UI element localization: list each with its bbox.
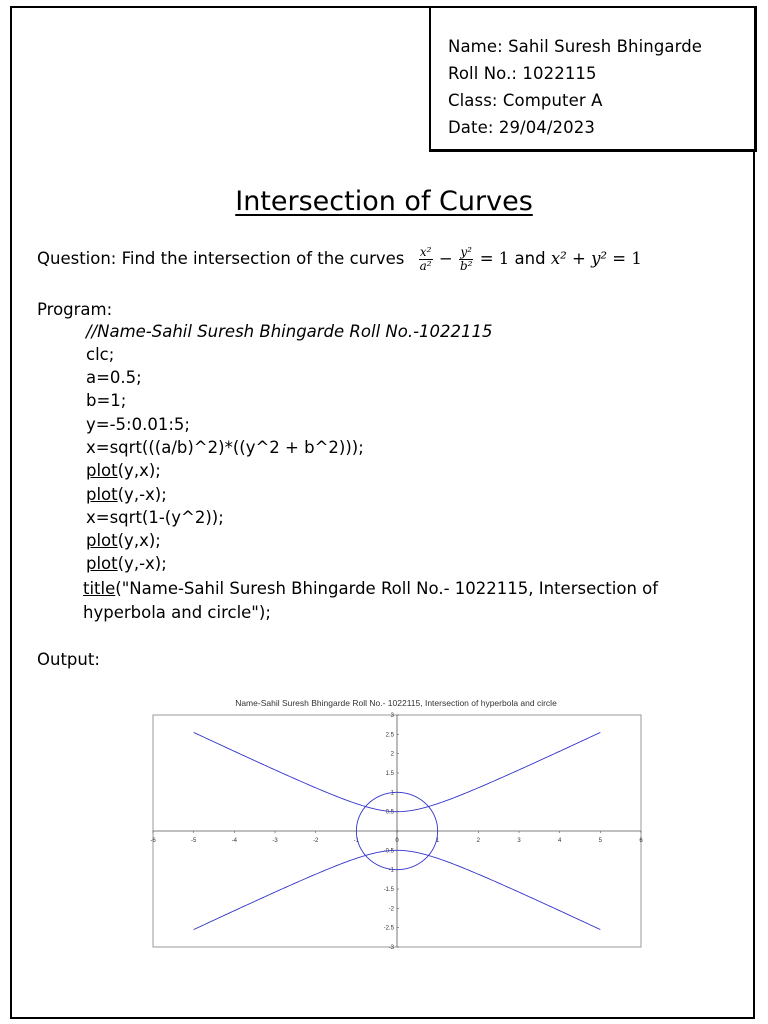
student-name: Name: Sahil Suresh Bhingarde xyxy=(448,37,703,56)
y-tick-label: -2 xyxy=(388,906,394,913)
submission-date: Date: 29/04/2023 xyxy=(448,118,595,137)
page-title: Intersection of Curves xyxy=(235,186,533,217)
y-tick-label: 1 xyxy=(390,790,394,797)
y-tick-label: 0.5 xyxy=(385,809,394,816)
intersection-plot xyxy=(143,692,648,954)
x-tick-label: -6 xyxy=(150,838,156,844)
y-tick-label: -3 xyxy=(388,945,394,951)
x-tick-label: -1 xyxy=(353,838,360,844)
class-name: Class: Computer A xyxy=(448,91,603,110)
x-tick-label: 2 xyxy=(476,838,481,844)
roll-number: Roll No.: 1022115 xyxy=(448,64,597,83)
code-line-y: y=-5:0.01:5; xyxy=(86,415,190,434)
code-line-plot-3: plot(y,x); xyxy=(86,531,161,550)
x-tick-label: 0 xyxy=(395,838,399,844)
code-line-clc: clc; xyxy=(86,345,115,364)
code-line-circle-x: x=sqrt(1-(y^2)); xyxy=(86,508,224,527)
y-tick-label: 1.5 xyxy=(385,771,394,777)
question-text xyxy=(37,246,642,273)
circle-equation: x² + y² = 1 xyxy=(550,249,642,268)
x-tick-label: 4 xyxy=(557,838,562,844)
y-tick-label: -2.5 xyxy=(383,925,394,932)
code-line-title: title("Name-Sahil Suresh Bhingarde Roll No.- 1022115, Intersection of xyxy=(83,579,659,598)
code-line-plot-2: plot(y,-x); xyxy=(86,485,167,504)
y-tick-label: 2 xyxy=(390,751,394,758)
code-comment: //Name-Sahil Suresh Bhingarde Roll No.-1022115 xyxy=(86,322,493,341)
x-tick-label: -2 xyxy=(312,838,319,844)
program-heading: Program: xyxy=(37,300,113,319)
code-line-b: b=1; xyxy=(86,391,127,410)
x-tick-label: 1 xyxy=(435,838,440,844)
y-tick-label: 3 xyxy=(390,713,394,719)
x-tick-label: 6 xyxy=(639,838,643,844)
x-tick-label: -5 xyxy=(190,838,197,844)
code-line-title-continued: hyperbola and circle"); xyxy=(83,603,271,622)
x-tick-label: -4 xyxy=(231,838,238,844)
question-connector: and xyxy=(514,249,546,268)
plot-title: Name-Sahil Suresh Bhingarde Roll No.- 1022115, Intersection of hyperbola and circle xyxy=(235,698,557,708)
hyperbola-equation: $\frac{\text{x²}}{\text{a²}}$ − $\frac{\text{y²}}{\text{b²}}$ = 1 xyxy=(419,245,510,273)
output-heading: Output: xyxy=(37,650,100,669)
code-line-plot-4: plot(y,-x); xyxy=(86,554,167,573)
student-info-box xyxy=(429,6,757,152)
y-tick-label: -1 xyxy=(388,867,394,874)
code-line-a: a=0.5; xyxy=(86,368,142,387)
x-tick-label: 5 xyxy=(598,838,603,844)
x-tick-label: 3 xyxy=(517,838,521,844)
question-prefix: Question: Find the intersection of the curves xyxy=(37,249,405,268)
y-tick-label: -1.5 xyxy=(383,887,394,893)
y-tick-label: 2.5 xyxy=(385,732,394,739)
x-tick-label: -3 xyxy=(272,838,278,844)
y-tick-label: -0.5 xyxy=(383,848,394,855)
code-line-plot-1: plot(y,x); xyxy=(86,461,161,480)
code-line-hyperbola-x: x=sqrt(((a/b)^2)*((y^2 + b^2))); xyxy=(86,438,364,457)
